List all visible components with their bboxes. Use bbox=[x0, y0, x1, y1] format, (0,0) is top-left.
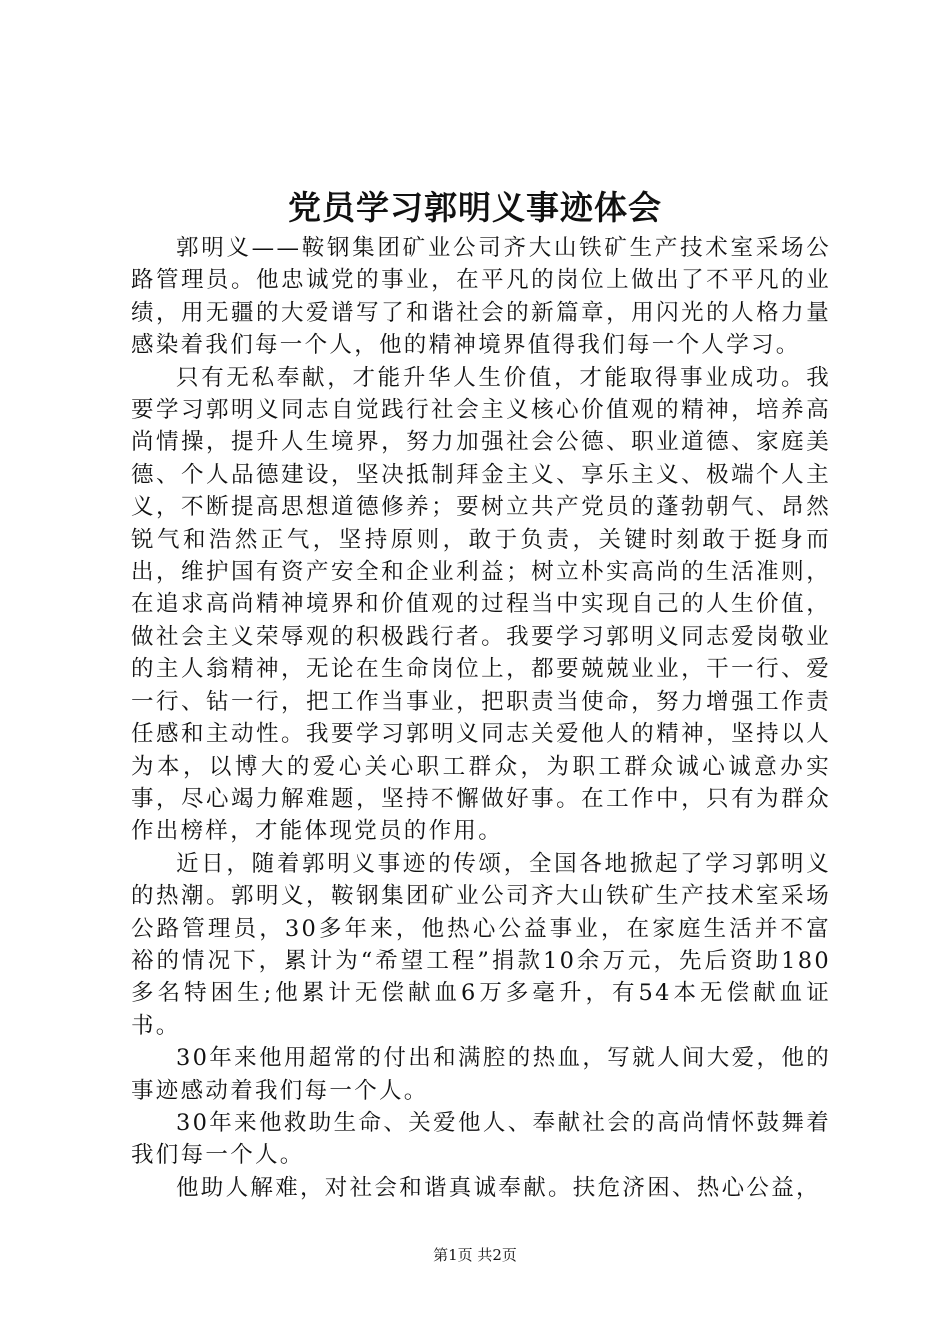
paragraph: 30年来他救助生命、关爱他人、奉献社会的高尚情怀鼓舞着我们每一个人。 bbox=[131, 1109, 831, 1169]
paragraph: 他助人解难，对社会和谐真诚奉献。扶危济困、热心公益， bbox=[176, 1174, 821, 1201]
document-title: 党员学习郭明义事迹体会 bbox=[288, 188, 662, 227]
page-footer: 第1页 共2页 bbox=[433, 1246, 517, 1264]
paragraph: 近日，随着郭明义事迹的传颂，全国各地掀起了学习郭明义的热潮。郭明义，鞍钢集团矿业公司齐大山铁矿生产技术室采场公路管理员，30多年来，他热心公益事业，在家庭生活并不富裕的情况下，累计为“希望工程”捐款10余万元，先后资助180多名特困生;他累计无偿献血6万多毫升，有54本无偿献血证书。 bbox=[131, 850, 831, 1039]
paragraph: 郭明义——鞍钢集团矿业公司齐大山铁矿生产技术室采场公路管理员。他忠诚党的事业，在平凡的岗位上做出了不平凡的业绩，用无疆的大爱谱写了和谐社会的新篇章，用闪光的人格力量感染着我们每一个人，他的精神境界值得我们每一个人学习。 bbox=[131, 235, 831, 359]
paragraph: 30年来他用超常的付出和满腔的热血，写就人间大爱，他的事迹感动着我们每一个人。 bbox=[131, 1045, 831, 1104]
paragraph: 只有无私奉献，才能升华人生价值，才能取得事业成功。我要学习郭明义同志自觉践行社会主义核心价值观的精神，培养高尚情操，提升人生境界，努力加强社会公德、职业道德、家庭美德、个人品德建设，坚决抵制拜金主义、享乐主义、极端个人主义，不断提高思想道德修养；要树立共产党员的蓬勃朝气、昂然锐气和浩然正气，坚持原则，敢于负责，关键时刻敢于挺身而出，维护国有资产安全和企业利益；树立朴实高尚的生活准则，在追求高尚精神境界和价值观的过程当中实现自己的人生价值，做社会主义荣辱观的积极践行者。我要学习郭明义同志爱岗敬业的主人翁精神，无论在生命岗位上，都要兢兢业业，干一行、爱一行、钻一行，把工作当事业，把职责当使命，努力增强工作责任感和主动性。我要学习郭明义同志关爱他人的精神，坚持以人为本，以博大的爱心关心职工群众，为职工群众诚心诚意办实事，尽心竭力解难题，坚持不懈做好事。在工作中，只有为群众作出榜样，才能体现党员的作用。 bbox=[131, 364, 831, 845]
document-body bbox=[131, 232, 831, 1204]
